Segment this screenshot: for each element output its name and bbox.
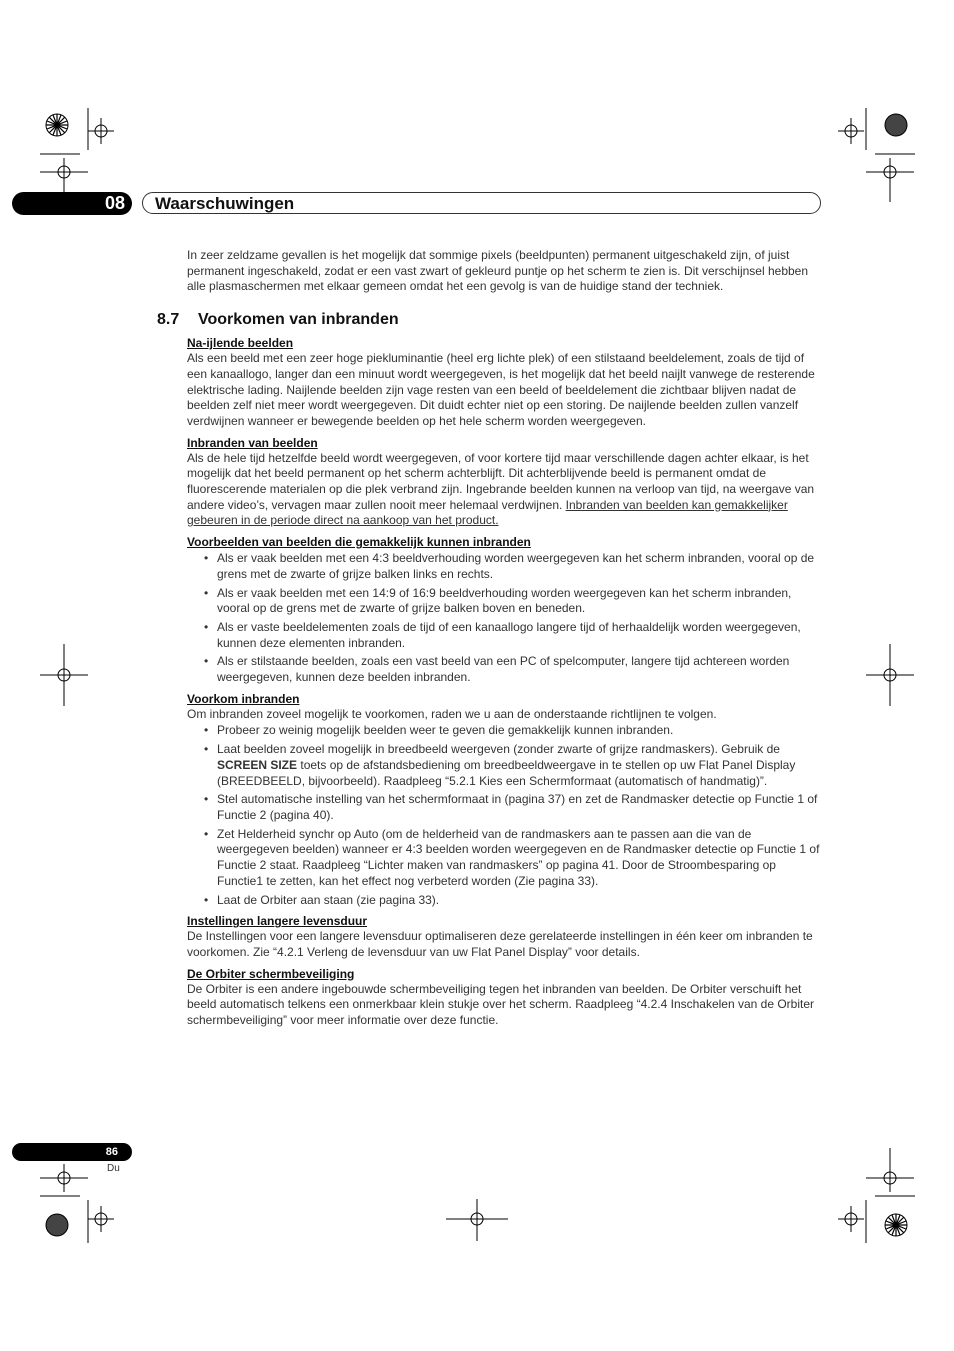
list-item-text: toets op de afstandsbediening om breedbeeldweergave in te stellen op uw Flat Panel Display (BREEDBEELD, bijvoorbeeld). Raadpleeg “5.2.1 Kies een Schermformaat (automatisch of handmatig)”. <box>217 757 796 788</box>
crosshair-mark <box>866 1148 914 1192</box>
crosshair-mark <box>866 644 914 706</box>
page-number-badge <box>12 1143 132 1161</box>
crosshair-mark <box>88 1206 114 1232</box>
section-title: Voorkomen van inbranden <box>198 311 399 329</box>
burnin-text: Als de hele tijd hetzelfde beeld wordt weergegeven, of voor kortere tijd maar verschillende dagen achter elkaar, is het mogelijk dat het beeld permanent op het scherm achterblijft. Dit achterblijvende beeld is permanent omdat de fluorescerende materialen op die plek verbrand zijn. Ingebrande beelden kunnen na verloop van tijd, na weergave van andere video’s, vervagen maar zullen nooit meer helemaal verdwijnen. <box>187 450 815 512</box>
crosshair-mark <box>40 1164 88 1192</box>
lifetime-text: De Instellingen voor een langere levensduur optimaliseren deze gerelateerde instellingen in één keer om inbranden te voorkomen. Zie “4.2.1 Verleng de levensduur van uw Flat Panel Display” voor details. <box>187 929 813 959</box>
prevent-list <box>187 723 823 908</box>
list-item: • Als er vaak beelden met een 14:9 of 16:9 beeldverhouding worden weergegeven kan het scherm inbranden, vooral op de grens met de zwarte of grijze balken boven en beneden. <box>187 586 823 617</box>
examples-list <box>187 551 823 686</box>
list-item-text: Laat beelden zoveel mogelijk in breedbeeld weergeven (zonder zwarte of grijze randmaskers). Gebruik de <box>217 742 780 757</box>
afterimages-heading: Na-ijlende beelden <box>187 336 294 351</box>
prevent-heading: Voorkom inbranden <box>187 691 300 706</box>
crosshair-mark <box>40 158 88 192</box>
chapter-number: 08 <box>104 193 125 213</box>
list-item: • Laat de Orbiter aan staan (zie pagina 33). <box>187 893 823 909</box>
orbiter-heading: De Orbiter schermbeveiliging <box>187 966 355 981</box>
list-item: • Als er vaste beeldelementen zoals de tijd of een kanaallogo langere tijd of herhaaldelijk worden weergegeven, kunnen deze elementen inbranden. <box>187 620 823 651</box>
examples-heading: Voorbeelden van beelden die gemakkelijk kunnen inbranden <box>187 535 531 550</box>
crosshair-mark <box>866 158 914 202</box>
list-item: • Probeer zo weinig mogelijk beelden weer te geven die gemakkelijk kunnen inbranden. <box>187 723 823 739</box>
orbiter-text: De Orbiter is een andere ingebouwde schermbeveiliging tegen het inbranden van beelden. De Orbiter verschuift het beeld automatisch telkens een onmerkbaar klein stukje over het scherm. Raadpleeg “4.2.4 Inschakelen van de Orbiter schermbeveiliging” voor meer informatie over deze functie. <box>187 981 815 1028</box>
afterimages-text: Als een beeld met een zeer hoge piekluminantie (heel erg lichte plek) of een stilstaand beeldelement, zoals de tijd of een kanaallogo, langer dan een minuut wordt weergegeven, is het mogelijk dat het beeld naijlt vanwege de resterende elektrische lading. Naijlende beelden zijn vage resten van een beeld of beeldelement die zichtbaar blijven nadat de beelden zelf niet meer wordt weergegeven. Dit duidt echter niet op een storing. De naijlende beelden zullen vanzelf verdwijnen wanneer er bewegende beelden op het hele scherm worden weergegeven. <box>187 351 815 428</box>
page-number: 86 <box>105 1146 118 1158</box>
section-heading <box>157 310 823 330</box>
gray-target-mark <box>885 114 907 136</box>
list-item: • Als er stilstaande beelden, zoals een vast beeld van een PC of spelcomputer, langere tijd achtereen worden weergegeven, kunnen deze beelden inbranden. <box>187 654 823 685</box>
intro-paragraph: In zeer zeldzame gevallen is het mogelijk dat sommige pixels (beeldpunten) permanent uitgeschakeld zijn, of juist permanent ingeschakeld, zodat er een vast zwart of gekleurd puntje op het scherm te zien is. Dit verschijnsel hebben alle plasmaschermen met elkaar gemeen omdat het een gevolg is van de huidige stand der techniek. <box>187 248 809 294</box>
burnin-heading: Inbranden van beelden <box>187 435 318 450</box>
crosshair-mark <box>838 1206 864 1232</box>
lifetime-heading: Instellingen langere levensduur <box>187 914 368 929</box>
star-target-mark <box>46 114 68 136</box>
list-item: • Zet Helderheid synchr op Auto (om de helderheid van de randmaskers aan te passen aan die van de weergegeven beelden) wanneer er 4:3 beelden worden weergegeven en de Randmasker detectie op Functie 1 of Functie 2 staat. Raadpleeg “Lichter maken van randmaskers” op pagina 41. Door de Stroombesparing op Functie1 te zetten, kan het effect nog verbeterd worden (Zie pagina 33). <box>187 827 823 890</box>
list-item: • Als er vaak beelden met een 4:3 beeldverhouding worden weergegeven kan het scherm inbranden, vooral op de grens met de zwarte of grijze balken links en rechts. <box>187 551 823 582</box>
star-target-mark <box>885 1214 907 1236</box>
section-number: 8.7 <box>157 311 180 329</box>
prevent-intro: Om inbranden zoveel mogelijk te voorkomen, raden we u aan de onderstaande richtlijnen te volgen. <box>187 706 717 721</box>
list-item <box>187 742 823 789</box>
chapter-title: Waarschuwingen <box>155 194 295 213</box>
language-code: Du <box>107 1163 120 1174</box>
burnin-text-block <box>187 451 823 530</box>
crosshair-mark <box>88 118 114 144</box>
chapter-number-badge <box>12 192 132 215</box>
chapter-title-box <box>142 192 821 214</box>
gray-target-mark <box>46 1214 68 1236</box>
page-content <box>157 248 823 1029</box>
crosshair-mark <box>40 644 88 706</box>
crosshair-mark <box>838 118 864 144</box>
crosshair-mark <box>446 1199 508 1241</box>
list-item: • Stel automatische instelling van het schermformaat in (pagina 37) en zet de Randmasker detectie op Functie 1 of Functie 2 (pagina 40). <box>187 792 823 823</box>
screen-size-key-label: SCREEN SIZE <box>217 757 298 772</box>
burnin-underlined-text: Inbranden van beelden kan gemakkelijker gebeuren in de periode direct na aankoop van het product. <box>187 497 788 528</box>
